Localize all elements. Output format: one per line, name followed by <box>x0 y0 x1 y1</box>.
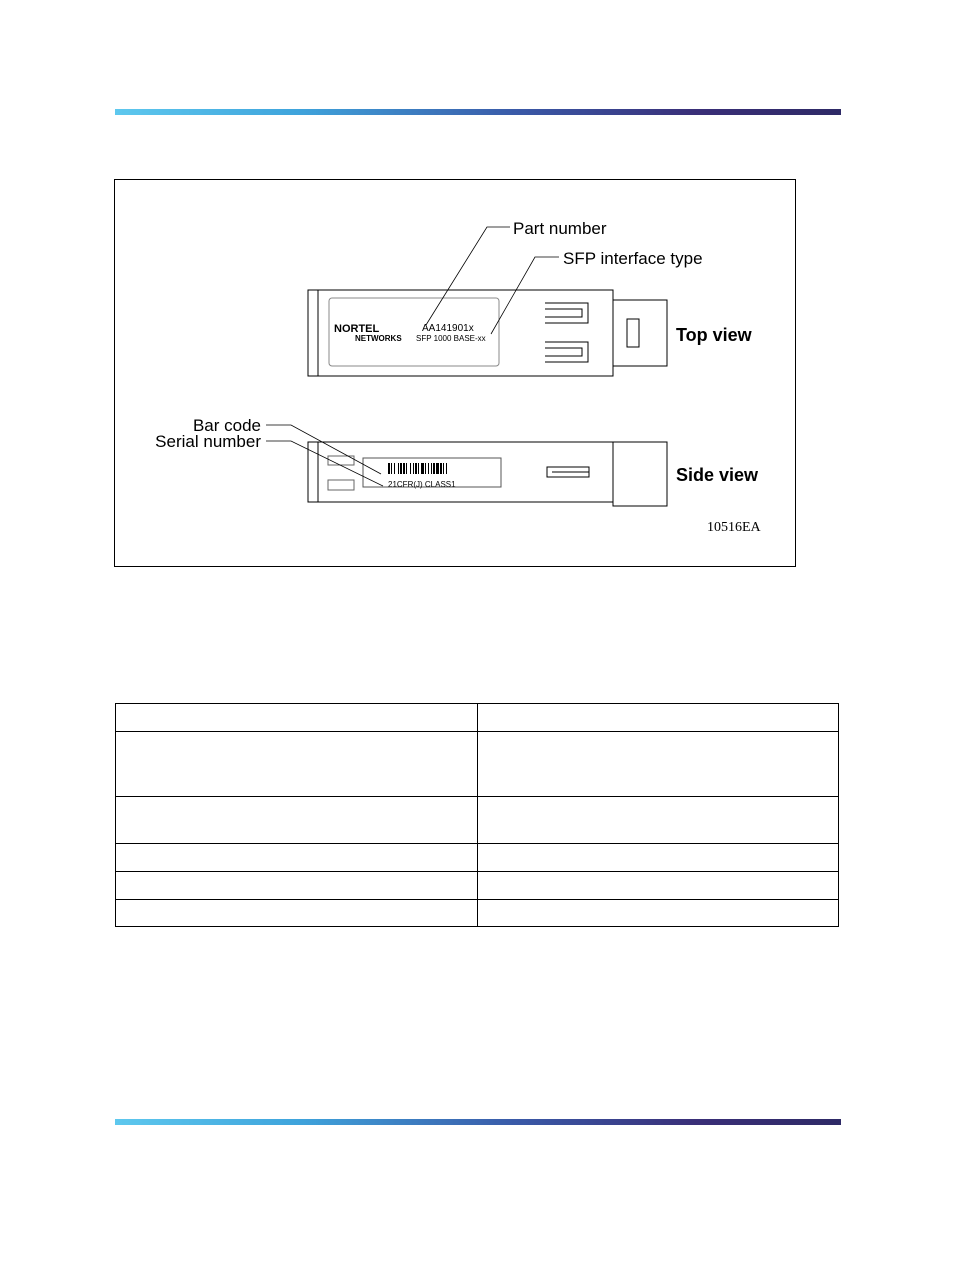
table-row <box>116 797 839 844</box>
sfp-diagram <box>115 180 795 566</box>
table-cell <box>478 844 839 872</box>
label-top-view: Top view <box>676 325 752 345</box>
table-row <box>116 872 839 900</box>
table-row <box>116 732 839 797</box>
footer-rule <box>115 1119 841 1125</box>
table-cell <box>116 704 478 732</box>
header-rule <box>115 109 841 115</box>
figure-id: 10516EA <box>707 520 761 535</box>
logo-nortel: NORTEL <box>334 323 380 335</box>
logo-networks: NETWORKS <box>355 334 402 343</box>
sfp-module-side-view <box>308 442 667 506</box>
table-cell <box>116 900 478 927</box>
table-cell <box>478 900 839 927</box>
module-class-text: 21CFR(J) CLASS1 <box>388 480 456 489</box>
sfp-figure <box>114 179 796 567</box>
label-side-view: Side view <box>676 465 759 485</box>
table-cell <box>116 732 478 797</box>
callout-bar-code: Bar code <box>192 416 261 435</box>
table-cell <box>478 872 839 900</box>
callout-serial-number: Serial number <box>155 432 261 451</box>
table-cell <box>478 704 839 732</box>
table-cell <box>116 797 478 844</box>
table-cell <box>478 732 839 797</box>
spec-table <box>115 703 839 927</box>
table-row <box>116 704 839 732</box>
table-cell <box>116 872 478 900</box>
callout-sfp-interface-type: SFP interface type <box>563 249 703 268</box>
callout-part-number: Part number <box>513 219 607 238</box>
module-sfp-type: SFP 1000 BASE-xx <box>416 334 486 343</box>
table-row <box>116 900 839 927</box>
table-row <box>116 844 839 872</box>
table-cell <box>478 797 839 844</box>
module-part-code: AA141901x <box>422 323 474 334</box>
table-cell <box>116 844 478 872</box>
